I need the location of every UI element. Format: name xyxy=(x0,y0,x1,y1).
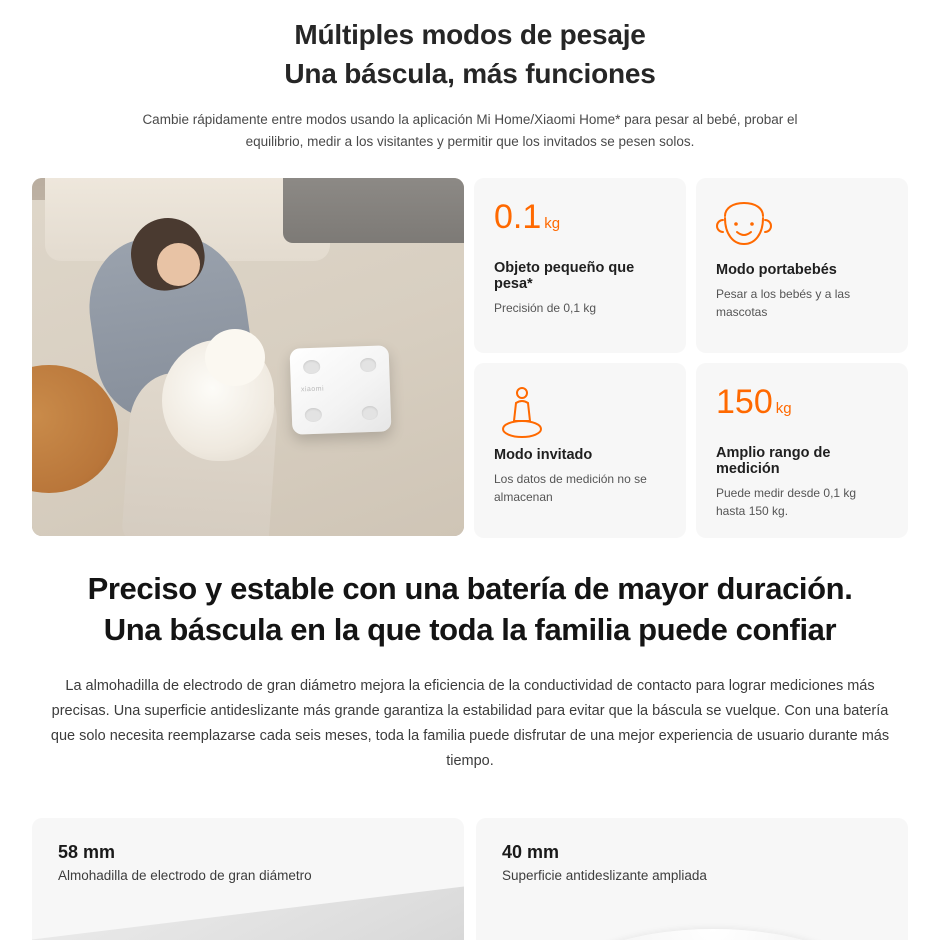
feature-range-value xyxy=(716,383,888,422)
photo-dark-sofa xyxy=(283,178,464,242)
feature-card-baby-mode xyxy=(696,178,908,353)
feature-baby-title: Modo portabebés xyxy=(716,262,837,279)
section1-heading-line1: Múltiples modos de pesaje xyxy=(294,19,646,50)
feature-card-guest-mode xyxy=(474,363,686,538)
section2-body: La almohadilla de electrodo de gran diámetro mejora la eficiencia de la conductividad de contacto para lograr mediciones más precisas. Una superficie antideslizante más grande garantiza la estabilidad para evitar que la báscula se vuelque. Con una batería que solo necesita reemplazarse cada seis meses, toda la familia puede disfrutar de una mejor experiencia de usuario durante más tiempo. xyxy=(50,678,890,770)
scale-electrode-dot xyxy=(361,406,378,420)
spec-card-antislip xyxy=(476,818,908,940)
section1-heading xyxy=(0,16,940,93)
section2-heading-line2: Una báscula en la que toda la familia puede confiar xyxy=(103,612,837,648)
section1-subtitle: Cambie rápidamente entre modos usando la aplicación Mi Home/Xiaomi Home* para pesar al bebé, probar el equilibrio, medir a los visitantes y permitir que los invitados se pesen solos. xyxy=(142,112,798,149)
photo-person-face xyxy=(157,243,200,286)
feature-card-grid xyxy=(474,178,908,538)
scale-electrode-dot xyxy=(360,357,377,371)
feature-range-unit: kg xyxy=(775,400,792,418)
spec-cards-row xyxy=(0,818,940,940)
feature-range-number: 150 xyxy=(716,383,773,422)
features-row xyxy=(0,178,940,538)
feature-precision-value xyxy=(494,198,666,237)
feature-precision-desc: Precisión de 0,1 kg xyxy=(494,301,597,316)
lifestyle-photo xyxy=(32,178,464,536)
feature-card-range xyxy=(696,363,908,538)
section2-heading xyxy=(32,568,908,650)
section1-heading-line2: Una báscula, más funciones xyxy=(284,57,656,89)
scale-brand-mark: xiaomi xyxy=(300,385,325,393)
spec-antislip-number: 40 mm xyxy=(502,842,560,863)
accuracy-section xyxy=(0,538,940,774)
scale-electrode-dot xyxy=(303,359,320,373)
section2-heading-line1: Preciso y estable con una batería de mayor duración. xyxy=(87,571,853,606)
spec-electrode-illustration xyxy=(32,887,464,940)
spec-electrode-number: 58 mm xyxy=(58,842,116,863)
feature-baby-desc: Pesar a los bebés y a las mascotas xyxy=(716,287,851,319)
feature-guest-title: Modo invitado xyxy=(494,447,593,464)
photo-smart-scale xyxy=(290,345,392,434)
feature-range-title: Amplio rango de medición xyxy=(716,445,831,478)
feature-precision-number: 0.1 xyxy=(494,198,542,237)
feature-range-desc: Puede medir desde 0,1 kg hasta 150 kg. xyxy=(716,486,857,518)
spec-card-electrode xyxy=(32,818,464,940)
photo-dog-head xyxy=(205,329,265,386)
spec-antislip-desc: Superficie antideslizante ampliada xyxy=(502,868,707,884)
spec-antislip-illustration xyxy=(554,929,874,940)
guest-person-icon xyxy=(494,385,666,447)
feature-precision-unit: kg xyxy=(544,215,561,233)
feature-guest-desc: Los datos de medición no se almacenan xyxy=(494,472,647,504)
spec-electrode-desc: Almohadilla de electrodo de gran diámetro xyxy=(58,868,312,884)
scale-electrode-dot xyxy=(305,408,322,422)
feature-card-precision xyxy=(474,178,686,353)
feature-precision-title: Objeto pequeño que pesa* xyxy=(494,260,635,293)
baby-face-icon xyxy=(716,200,888,262)
